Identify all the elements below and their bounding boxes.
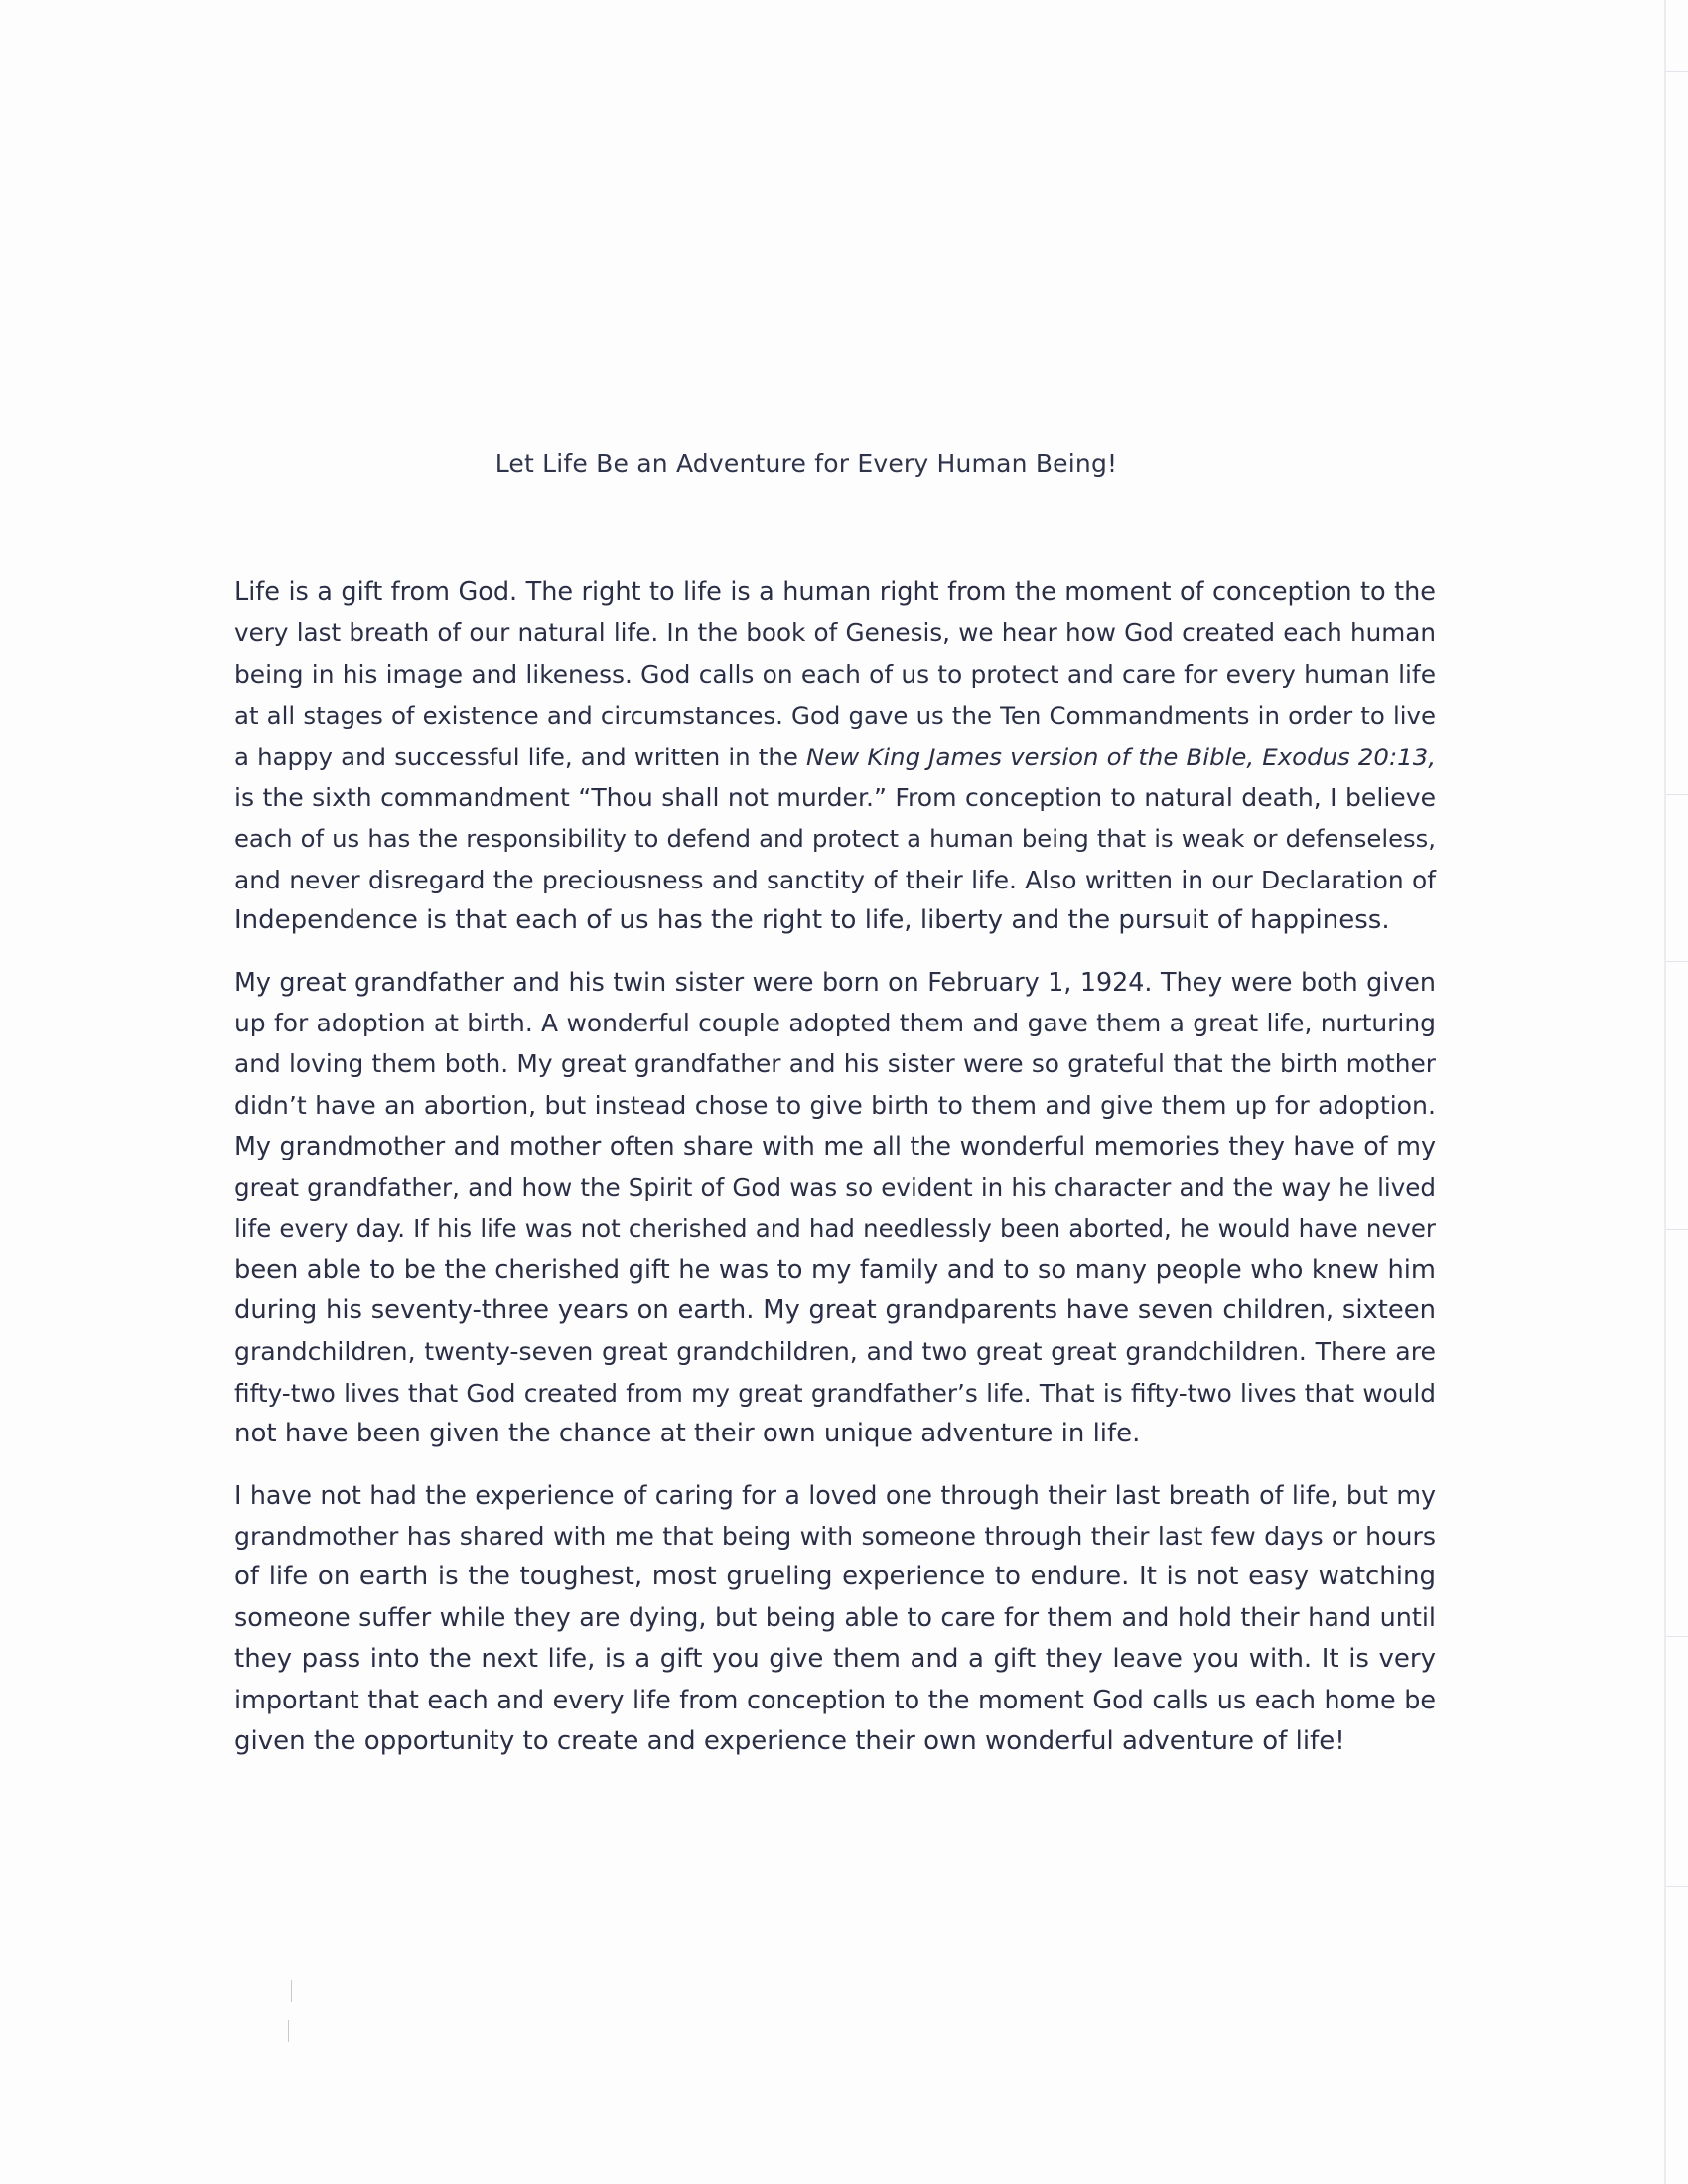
text-line-lead: a happy and successful life, and written in the [234, 742, 806, 771]
document-title: Let Life Be an Adventure for Every Human Being! [494, 449, 1118, 478]
bible-reference: New King James version of the Bible, Exodus 20:13, [806, 742, 1436, 771]
text-line: I have not had the experience of caring for a loved one through their last breath of life, but my [234, 1479, 1436, 1510]
scan-edge-tick [1666, 794, 1688, 795]
text-line: been able to be the cherished gift he was to my family and to so many people who knew him [234, 1254, 1436, 1285]
scan-speck [288, 2020, 289, 2042]
scan-edge-tick [1666, 1229, 1688, 1230]
text-line: and never disregard the preciousness and sanctity of their life. Also written in our Declaration of [234, 865, 1436, 894]
text-line-with-reference [234, 737, 1436, 777]
text-line: grandmother has shared with me that being with someone through their last few days or hours [234, 1521, 1436, 1551]
scan-edge-tick [1666, 1636, 1688, 1637]
text-line: and loving them both. My great grandfather and his sister were so grateful that the birth mother [234, 1049, 1436, 1079]
scan-edge-tick [1666, 71, 1688, 72]
text-line: life every day. If his life was not cherished and had needlessly been aborted, he would have never [234, 1214, 1436, 1244]
text-line: they pass into the next life, is a gift you give them and a gift they leave you with. It is very [234, 1644, 1436, 1675]
paragraph-3 [234, 1475, 1436, 1763]
text-line: important that each and every life from conception to the moment God calls us each home be [234, 1685, 1436, 1715]
document-body [234, 572, 1436, 1782]
scan-speck [291, 1980, 292, 2002]
paragraph-1 [234, 572, 1436, 942]
text-line: Independence is that each of us has the right to life, liberty and the pursuit of happiness. [234, 905, 1390, 936]
text-line: given the opportunity to create and experience their own wonderful adventure of life! [234, 1725, 1345, 1756]
scan-edge-tick [1666, 1886, 1688, 1887]
text-line: is the sixth commandment “Thou shall not murder.” From conception to natural death, I believe [234, 783, 1436, 813]
text-line: My great grandfather and his twin sister were born on February 1, 1924. They were both given [234, 966, 1436, 997]
text-line: up for adoption at birth. A wonderful couple adopted them and gave them a great life, nurturing [234, 1009, 1436, 1038]
text-line: Life is a gift from God. The right to life is a human right from the moment of conception to the [234, 577, 1436, 607]
text-line: grandchildren, twenty-seven great grandchildren, and two great great grandchildren. There are [234, 1337, 1436, 1367]
text-line: great grandfather, and how the Spirit of God was so evident in his character and the way he lived [234, 1172, 1436, 1202]
text-line: not have been given the chance at their own unique adventure in life. [234, 1419, 1141, 1449]
text-line: being in his image and likeness. God calls on each of us to protect and care for every human life [234, 659, 1436, 689]
text-line: at all stages of existence and circumstances. God gave us the Ten Commandments in order to live [234, 701, 1436, 731]
text-line: My grandmother and mother often share with me all the wonderful memories they have of my [234, 1131, 1436, 1161]
text-line: very last breath of our natural life. In the book of Genesis, we hear how God created each human [234, 618, 1436, 648]
text-line: fifty-two lives that God created from my great grandfather’s life. That is fifty-two lives that would [234, 1378, 1436, 1408]
text-line: didn’t have an abortion, but instead chose to give birth to them and give them up for adoption. [234, 1090, 1436, 1120]
scan-edge-tick [1666, 961, 1688, 962]
text-line: of life on earth is the toughest, most grueling experience to endure. It is not easy watching [234, 1562, 1436, 1592]
text-line: each of us has the responsibility to defend and protect a human being that is weak or defenseless, [234, 824, 1436, 854]
text-line: during his seventy-three years on earth. My great grandparents have seven children, sixteen [234, 1295, 1436, 1325]
text-line: someone suffer while they are dying, but being able to care for them and hold their hand until [234, 1602, 1436, 1633]
paragraph-2 [234, 962, 1436, 1455]
scan-edge-line [1664, 0, 1666, 2184]
